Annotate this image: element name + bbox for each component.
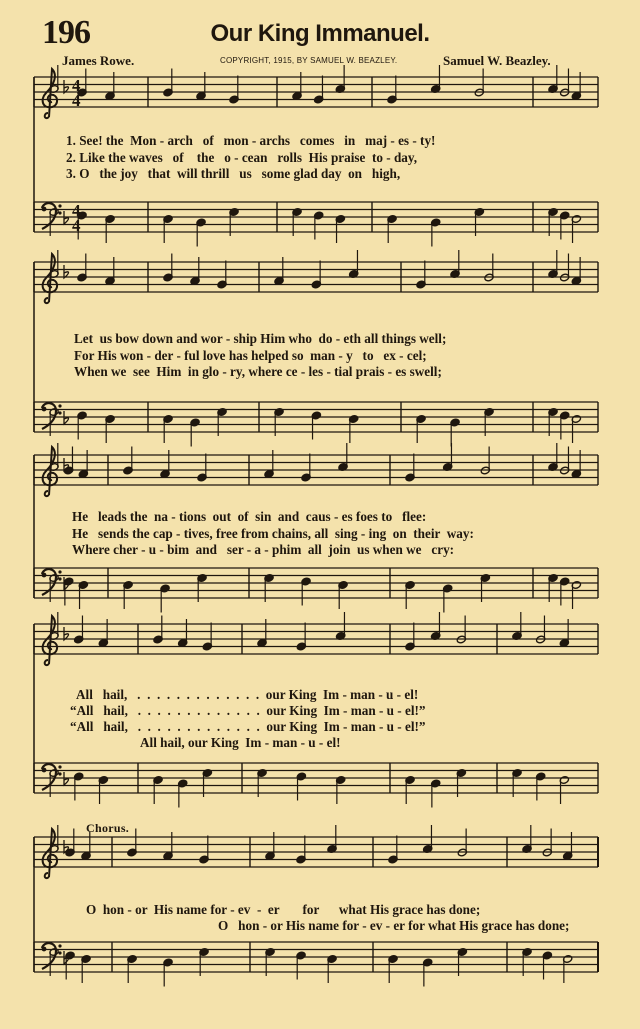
flat-sign-icon [64, 80, 69, 93]
refrain-line-3: “All hail, . . . . . . . . . . . . . our King Im - man - u - el!” [70, 719, 426, 734]
bass-clef-dot [58, 772, 61, 775]
composer-credit: Samuel W. Beazley. [443, 53, 551, 68]
bass-clef-dot [58, 577, 61, 580]
bass-clef-dot [58, 570, 61, 573]
treble-clef-icon [43, 447, 57, 496]
bass-clef-dot [58, 411, 61, 414]
lyricist-credit: James Rowe. [62, 53, 135, 68]
refrain-line-1: All hail, . . . . . . . . . . . . . our King Im - man - u - el! [76, 687, 419, 702]
verse-1-line-1: 1. See! the Mon - arch of mon - archs comes in maj - es - ty! [66, 133, 436, 148]
chorus-line-1: O hon - or His name for - ev - er for what His grace has done; [86, 902, 481, 917]
time-signature-bottom: 4 [72, 91, 81, 110]
bass-clef-dot [58, 204, 61, 207]
treble-clef-icon [43, 69, 57, 118]
treble-clef-icon [43, 254, 57, 303]
verse-2-line-1: 2. Like the waves of the o - cean rolls His praise to - day, [66, 150, 418, 165]
chorus-label: Chorus. [86, 821, 130, 835]
bass-clef-dot [58, 951, 61, 954]
verse-2-line-2: For His won - der - ful love has helped so man - y to ex - cel; [74, 348, 427, 363]
hymn-number: 196 [42, 14, 90, 51]
verse-3-line-1: 3. O the joy that will thrill us some glad day on high, [66, 166, 401, 181]
verse-1-line-3: He leads the na - tions out of sin and caus - es foes to flee: [72, 509, 427, 524]
bass-clef-dot [58, 404, 61, 407]
bass-clef-dot [58, 765, 61, 768]
bass-clef-dot [58, 944, 61, 947]
time-signature-bottom: 4 [72, 216, 81, 235]
bass-clef-dot [58, 211, 61, 214]
verse-1-line-2: Let us bow down and wor - ship Him who do - eth all things well; [74, 331, 447, 346]
flat-sign-icon [64, 265, 69, 278]
treble-clef-icon [43, 829, 57, 878]
bass-clef-dot [42, 573, 47, 578]
time-signature-top: 4 [72, 76, 81, 95]
verse-3-line-3: Where cher - u - bim and ser - a - phim all join us when we cry: [72, 542, 455, 557]
hymn-title: Our King Immanuel. [210, 20, 430, 47]
bass-clef-dot [42, 407, 47, 412]
treble-clef-icon [43, 616, 57, 665]
verse-2-line-3: He sends the cap - tives, free from chains, all sing - ing on their way: [72, 526, 474, 541]
chorus-line-2: O hon - or His name for - ev - er for what His grace has done; [218, 918, 570, 933]
refrain-line-2: “All hail, . . . . . . . . . . . . . our King Im - man - u - el!” [70, 703, 426, 718]
flat-sign-icon [64, 627, 69, 640]
refrain-bass-line: All hail, our King Im - man - u - el! [140, 735, 341, 750]
bass-clef-dot [42, 207, 47, 212]
time-signature-top: 4 [72, 201, 81, 220]
copyright-notice: COPYRIGHT, 1915, BY SAMUEL W. BEAZLEY. [220, 56, 398, 65]
bass-clef-dot [42, 947, 47, 952]
bass-clef-dot [42, 768, 47, 773]
verse-3-line-2: When we see Him in glo - ry, where ce - les - tial prais - es swell; [74, 364, 442, 379]
